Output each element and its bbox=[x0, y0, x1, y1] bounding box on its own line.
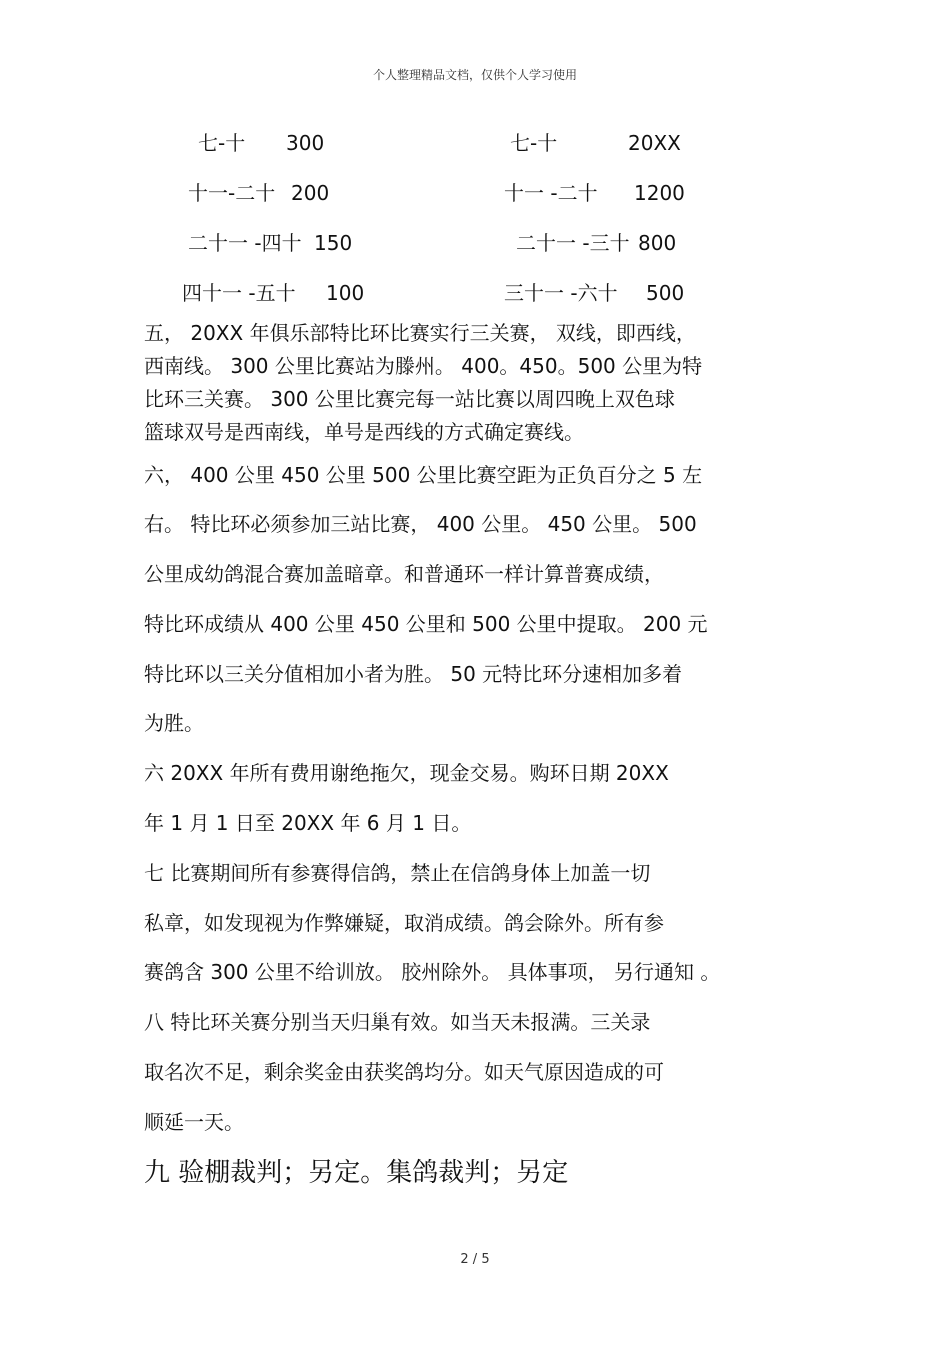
body-text-line: 篮球双号是西南线，单号是西线的方式确定赛线。 bbox=[144, 420, 584, 444]
body-text-line: 公里成幼鸽混合赛加盖暗章。和普通环一样计算普赛成绩， bbox=[144, 562, 664, 586]
prize-range-right: 三十一 -六十 bbox=[504, 281, 618, 305]
prize-range-left: 十一-二十 bbox=[188, 181, 276, 205]
prize-range-left: 二十一 -四十 bbox=[188, 231, 302, 255]
body-text-line: 五， 20XX 年俱乐部特比环比赛实行三关赛， 双线，即西线， bbox=[144, 321, 696, 345]
prize-row bbox=[0, 278, 950, 308]
body-text-line: 西南线。 300 公里比赛站为滕州。 400。450。500 公里为特 bbox=[144, 354, 703, 378]
prize-amount-right: 800 bbox=[638, 231, 677, 255]
body-text-line: 七 比赛期间所有参赛得信鸽，禁止在信鸽身体上加盖一切 bbox=[144, 861, 651, 885]
prize-range-right: 七-十 bbox=[510, 131, 558, 155]
body-text-line: 八 特比环关赛分别当天归巢有效。如当天未报满。三关录 bbox=[144, 1010, 651, 1034]
final-heading-line: 九 验棚裁判；另定。集鸽裁判；另定 bbox=[144, 1158, 569, 1188]
body-text-line: 右。 特比环必须参加三站比赛， 400 公里。 450 公里。 500 bbox=[144, 512, 697, 536]
prize-row bbox=[0, 228, 950, 258]
body-text-line: 特比环以三关分值相加小者为胜。 50 元特比环分速相加多着 bbox=[144, 662, 683, 686]
prize-amount-left: 150 bbox=[314, 231, 353, 255]
body-text-line: 赛鸽含 300 公里不给训放。 胶州除外。 具体事项， 另行通知 。 bbox=[144, 960, 721, 984]
prize-amount-left: 300 bbox=[286, 131, 325, 155]
prize-range-left: 七-十 bbox=[198, 131, 246, 155]
body-text-line: 私章，如发现视为作弊嫌疑，取消成绩。鸽会除外。所有参 bbox=[144, 911, 664, 935]
body-text-line: 顺延一天。 bbox=[144, 1110, 244, 1134]
body-text-line: 六 20XX 年所有费用谢绝拖欠，现金交易。购环日期 20XX bbox=[144, 761, 669, 785]
body-text-line: 年 1 月 1 日至 20XX 年 6 月 1 日。 bbox=[144, 811, 472, 835]
body-text-line: 为胜。 bbox=[144, 711, 204, 735]
body-text-line: 取名次不足，剩余奖金由获奖鸽均分。如天气原因造成的可 bbox=[144, 1060, 664, 1084]
prize-amount-left: 100 bbox=[326, 281, 365, 305]
prize-amount-left: 200 bbox=[291, 181, 330, 205]
prize-row bbox=[0, 178, 950, 208]
prize-amount-right: 20XX bbox=[628, 131, 681, 155]
body-text-line: 六， 400 公里 450 公里 500 公里比赛空距为正负百分之 5 左 bbox=[144, 463, 703, 487]
prize-amount-right: 1200 bbox=[634, 181, 685, 205]
page-header: 个人整理精品文档，仅供个人学习使用 bbox=[372, 68, 577, 82]
prize-range-right: 二十一 -三十 bbox=[516, 231, 630, 255]
page-number: 2 / 5 bbox=[460, 1252, 490, 1267]
prize-amount-right: 500 bbox=[646, 281, 685, 305]
prize-row bbox=[0, 128, 950, 158]
prize-range-right: 十一 -二十 bbox=[504, 181, 598, 205]
body-text-line: 比环三关赛。 300 公里比赛完每一站比赛以周四晚上双色球 bbox=[144, 387, 675, 411]
body-text-line: 特比环成绩从 400 公里 450 公里和 500 公里中提取。 200 元 bbox=[144, 612, 708, 636]
prize-range-left: 四十一 -五十 bbox=[182, 281, 296, 305]
